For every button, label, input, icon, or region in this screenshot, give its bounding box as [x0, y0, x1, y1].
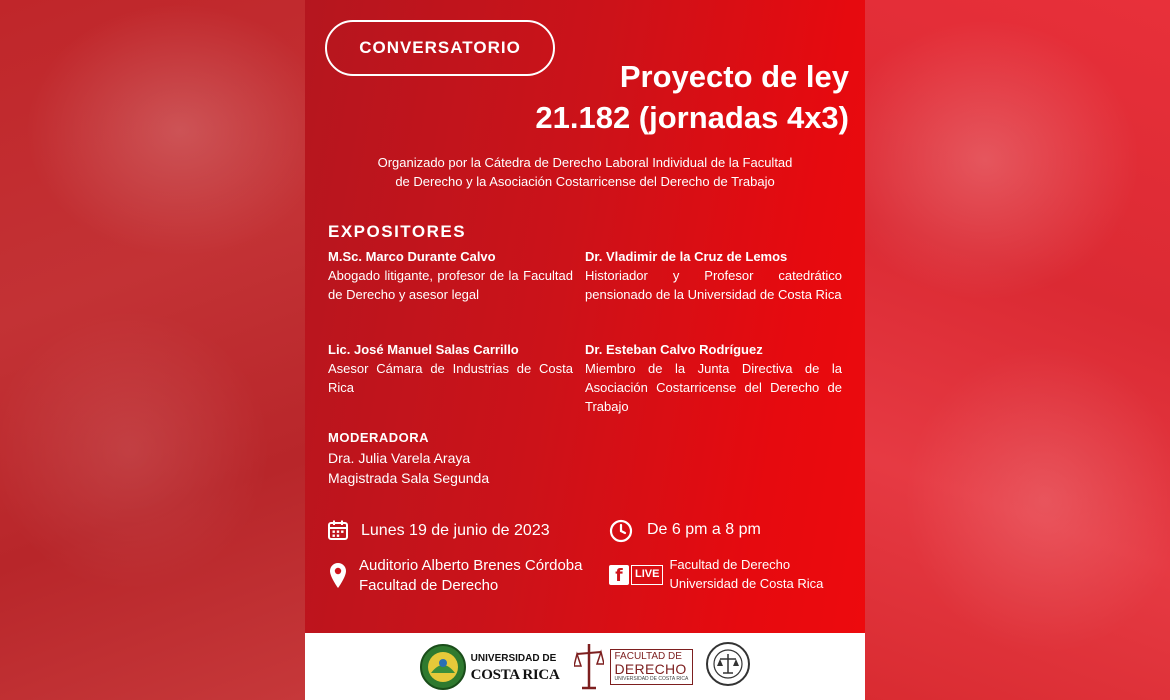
moderator-heading: MODERADORA	[328, 430, 430, 445]
ucr-line1: UNIVERSIDAD DE	[470, 652, 557, 664]
event-time	[609, 519, 761, 543]
speaker-description: Abogado litigante, profesor de la Facultad de Derecho y asesor legal	[328, 268, 573, 302]
association-seal	[705, 641, 751, 692]
fd-line3: UNIVERSIDAD DE COSTA RICA	[614, 675, 689, 682]
speaker-description: Miembro de la Junta Directiva de la Asociación Costarricense del Derecho de Trabajo	[585, 361, 842, 414]
speaker-name: M.Sc. Marco Durante Calvo	[328, 249, 496, 264]
blurred-background-left	[0, 0, 305, 700]
organizer-line1: Organizado por la Cátedra de Derecho Laboral Individual de la Facultad	[377, 155, 793, 170]
event-title-line2: 21.182 (jornadas 4x3)	[535, 100, 849, 135]
event-venue-text	[359, 556, 582, 596]
speaker-card	[585, 340, 842, 416]
organizer-line2: de Derecho y la Asociación Costarricense del Derecho de Trabajo	[395, 174, 775, 189]
event-venue	[329, 556, 582, 596]
facebook-live-badge	[609, 565, 663, 585]
speakers-heading: EXPOSITORES	[328, 222, 467, 241]
live-line1: Facultad de Derecho	[669, 557, 791, 572]
event-time-text: De 6 pm a 8 pm	[647, 521, 761, 538]
ucr-line2: COSTA RICA	[470, 666, 560, 683]
speaker-card	[328, 340, 573, 397]
logo-footer	[305, 633, 865, 700]
organizer-text	[335, 153, 835, 191]
blurred-background-right	[865, 0, 1170, 700]
ucr-wordmark	[471, 651, 560, 683]
speaker-name: Dr. Esteban Calvo Rodríguez	[585, 342, 763, 357]
event-title-line1: Proyecto de ley	[619, 59, 849, 94]
live-line2: Universidad de Costa Rica	[669, 576, 824, 591]
live-stream	[609, 555, 823, 593]
event-poster	[305, 0, 865, 700]
speaker-name: Dr. Vladimir de la Cruz de Lemos	[585, 249, 788, 264]
fd-line1: FACULTAD DE	[614, 650, 682, 662]
event-title	[389, 56, 849, 138]
clock-icon	[609, 519, 633, 543]
map-pin-icon	[329, 562, 347, 590]
speaker-name: Lic. José Manuel Salas Carrillo	[328, 342, 519, 357]
association-seal-icon	[705, 641, 751, 687]
moderator-section	[328, 428, 489, 488]
live-label: LIVE	[631, 565, 663, 585]
fd-line2: DERECHO	[614, 660, 687, 677]
facebook-icon: f	[609, 565, 629, 585]
speaker-description: Historiador y Profesor catedrático pensionado de la Universidad de Costa Rica	[585, 268, 842, 302]
calendar-icon	[327, 519, 349, 541]
moderator-role: Magistrada Sala Segunda	[328, 470, 490, 486]
moderator-name: Dra. Julia Varela Araya	[328, 450, 471, 466]
ucr-seal-icon	[419, 643, 467, 691]
event-date-text: Lunes 19 de junio de 2023	[361, 522, 550, 539]
speaker-card	[585, 247, 842, 304]
scales-of-justice-icon	[574, 642, 604, 692]
speaker-description: Asesor Cámara de Industrias de Costa Rica	[328, 361, 573, 395]
event-type-label: CONVERSATORIO	[359, 38, 521, 57]
venue-line1: Auditorio Alberto Brenes Córdoba	[359, 557, 583, 574]
speaker-card	[328, 247, 573, 304]
event-date	[327, 519, 550, 543]
faculty-wordmark	[610, 649, 694, 685]
ucr-logo	[419, 643, 560, 691]
live-stream-text	[669, 555, 823, 593]
venue-line2: Facultad de Derecho	[359, 577, 499, 594]
faculty-logo	[574, 642, 694, 692]
